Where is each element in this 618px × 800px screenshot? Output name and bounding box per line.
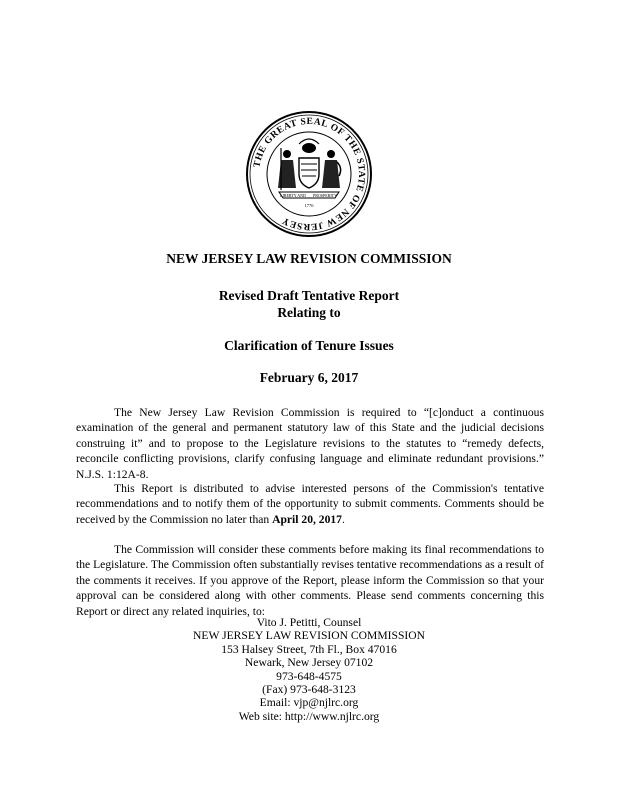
seal-year: 1776 <box>304 203 314 208</box>
contact-block <box>0 616 618 723</box>
comment-deadline: April 20, 2017 <box>272 512 342 526</box>
distribution-end: . <box>341 512 345 526</box>
state-seal-icon <box>245 110 373 238</box>
contact-email[interactable]: Email: vjp@njlrc.org <box>259 696 359 710</box>
paragraph-comments: The Commission will consider these comments before making its final recommendations to the Legislature. The Commission often substantially revises tentative recommendations as a result of the comments it receives. If you approve of the Report, please inform the Commission so that your approval can be considered along with other comments. Please send comments concerning this Report or direct any related inquiries, to: <box>76 543 544 618</box>
seal-ring-text: THE GREAT SEAL OF THE STATE OF NEW JERSEY <box>252 116 367 232</box>
paragraph-mandate: The New Jersey Law Revision Commission is required to “[c]onduct a continuous examination of the general and permanent statutory law of this State and the judicial decisions construing it” and to propose to the Legislature revisions to the statutes to “remedy defects, reconcile conflicting provisions, clarify confusing language and eliminate redundant provisions.” N.J.S. 1:12A-8. <box>76 406 544 481</box>
paragraph-distribution <box>76 481 544 527</box>
distribution-text: This Report is distributed to advise interested persons of the Commission's tentative recommendations and to notify them of the opportunity to submit comments. Comments should be received by the Commission no later than <box>76 482 544 526</box>
report-subject: Clarification of Tenure Issues <box>224 338 394 353</box>
contact-phone: 973-648-4575 <box>276 669 342 683</box>
report-date: February 6, 2017 <box>259 370 359 385</box>
contact-website[interactable]: Web site: http://www.njlrc.org <box>238 709 380 723</box>
contact-street: 153 Halsey Street, 7th Fl., Box 47016 <box>221 642 397 656</box>
contact-name: Vito J. Petitti, Counsel <box>256 616 362 629</box>
seal-banner-right: PROSPERITY <box>312 193 338 198</box>
report-title-relating: Relating to <box>277 305 341 320</box>
commission-heading: NEW JERSEY LAW REVISION COMMISSION <box>166 251 452 266</box>
report-title: Revised Draft Tentative Report <box>218 288 400 303</box>
seal-banner-left: LIBERTY AND <box>280 193 306 198</box>
contact-org: NEW JERSEY LAW REVISION COMMISSION <box>192 629 426 643</box>
contact-fax: (Fax) 973-648-3123 <box>262 683 356 697</box>
contact-city: Newark, New Jersey 07102 <box>244 656 374 670</box>
